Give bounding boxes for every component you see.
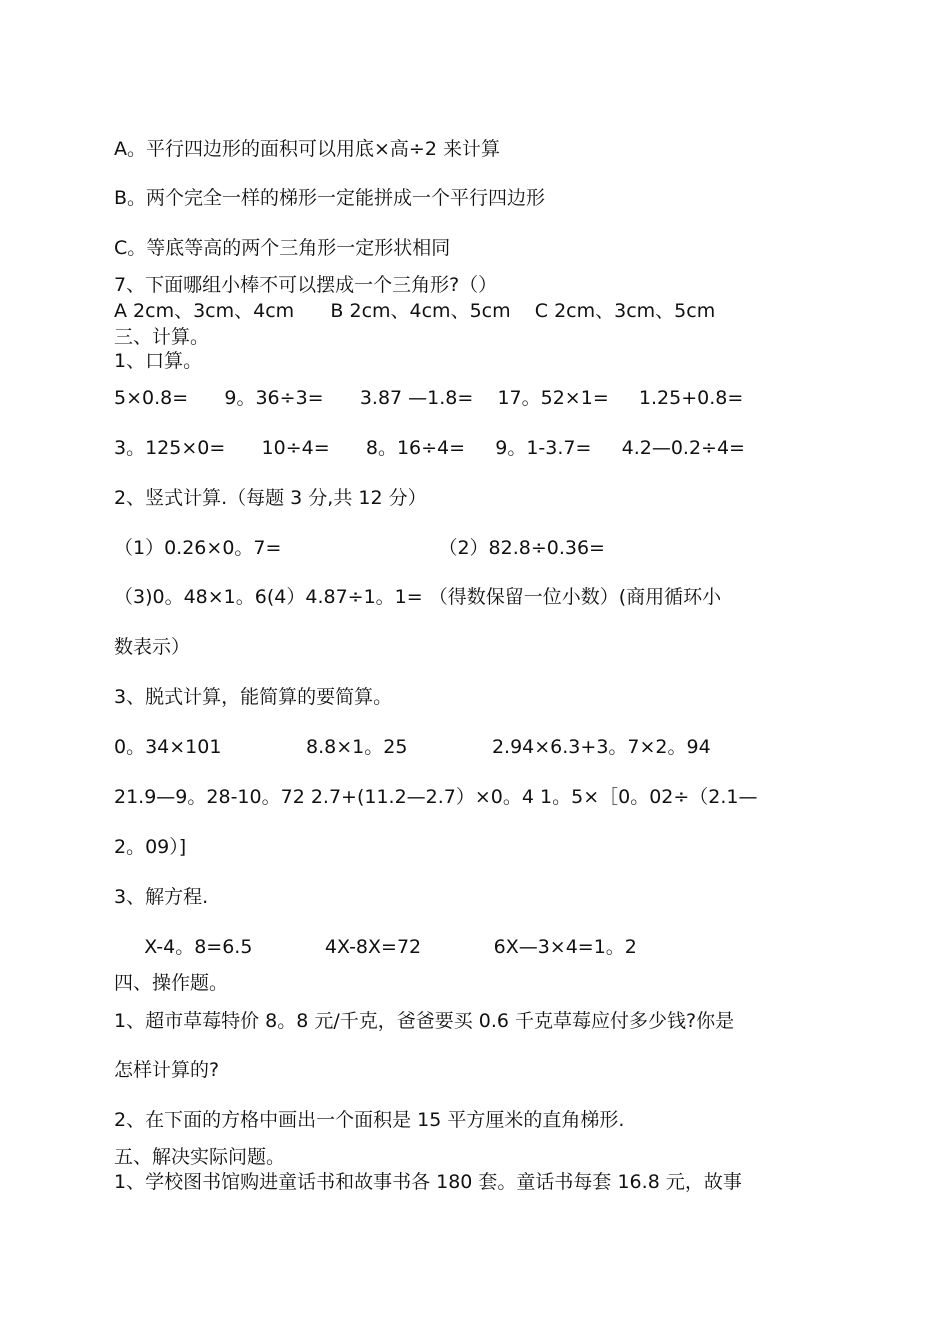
section-4-heading: 四、操作题。 xyxy=(114,972,229,994)
practical-question-1: 1、学校图书馆购进童话书和故事书各 180 套。童话书每套 16.8 元，故事 xyxy=(114,1171,742,1193)
option-a: A。平行四边形的面积可以用底×高÷2 来计算 xyxy=(114,138,500,160)
operation-question-1: 1、超市草莓特价 8。8 元/千克，爸爸要买 0.6 千克草莓应付多少钱?你是 xyxy=(114,1010,735,1032)
question-7-options: A 2cm、3cm、4cm B 2cm、4cm、5cm C 2cm、3cm、5cm xyxy=(114,300,716,322)
stepwise-calc-row-2-cont: 2。09）] xyxy=(114,836,187,858)
vertical-calc-row-2-cont: 数表示） xyxy=(114,636,191,658)
mental-calc-heading: 1、口算。 xyxy=(114,350,203,372)
vertical-calc-row-1: （1）0.26×0。7= （2）82.8÷0.36= xyxy=(114,537,605,559)
option-c: C。等底等高的两个三角形一定形状相同 xyxy=(114,237,451,259)
vertical-calc-heading: 2、竖式计算.（每题 3 分,共 12 分） xyxy=(114,487,427,509)
stepwise-calc-heading: 3、脱式计算，能简算的要简算。 xyxy=(114,686,393,708)
mental-calc-row-2: 3。125×0= 10÷4= 8。16÷4= 9。1-3.7= 4.2—0.2÷4= xyxy=(114,437,745,459)
question-7: 7、下面哪组小棒不可以摆成一个三角形?（） xyxy=(114,274,498,296)
vertical-calc-row-2: （3)0。48×1。6(4）4.87÷1。1= （得数保留一位小数）(商用循环小 xyxy=(114,586,722,608)
operation-question-1-cont: 怎样计算的? xyxy=(114,1059,220,1081)
equation-heading: 3、解方程. xyxy=(114,886,209,908)
option-b: B。两个完全一样的梯形一定能拼成一个平行四边形 xyxy=(114,187,546,209)
section-5-heading: 五、解决实际问题。 xyxy=(114,1146,286,1168)
stepwise-calc-row-1: 0。34×101 8.8×1。25 2.94×6.3+3。7×2。94 xyxy=(114,736,711,758)
mental-calc-row-1: 5×0.8= 9。36÷3= 3.87 —1.8= 17。52×1= 1.25+0.8= xyxy=(114,387,744,409)
equation-row: X-4。8=6.5 4X-8X=72 6X—3×4=1。2 xyxy=(114,936,637,958)
section-3-heading: 三、计算。 xyxy=(114,326,210,348)
stepwise-calc-row-2: 21.9—9。28-10。72 2.7+(11.2—2.7）×0。4 1。5×［0。02÷（2.1— xyxy=(114,786,758,808)
operation-question-2: 2、在下面的方格中画出一个面积是 15 平方厘米的直角梯形. xyxy=(114,1109,625,1131)
